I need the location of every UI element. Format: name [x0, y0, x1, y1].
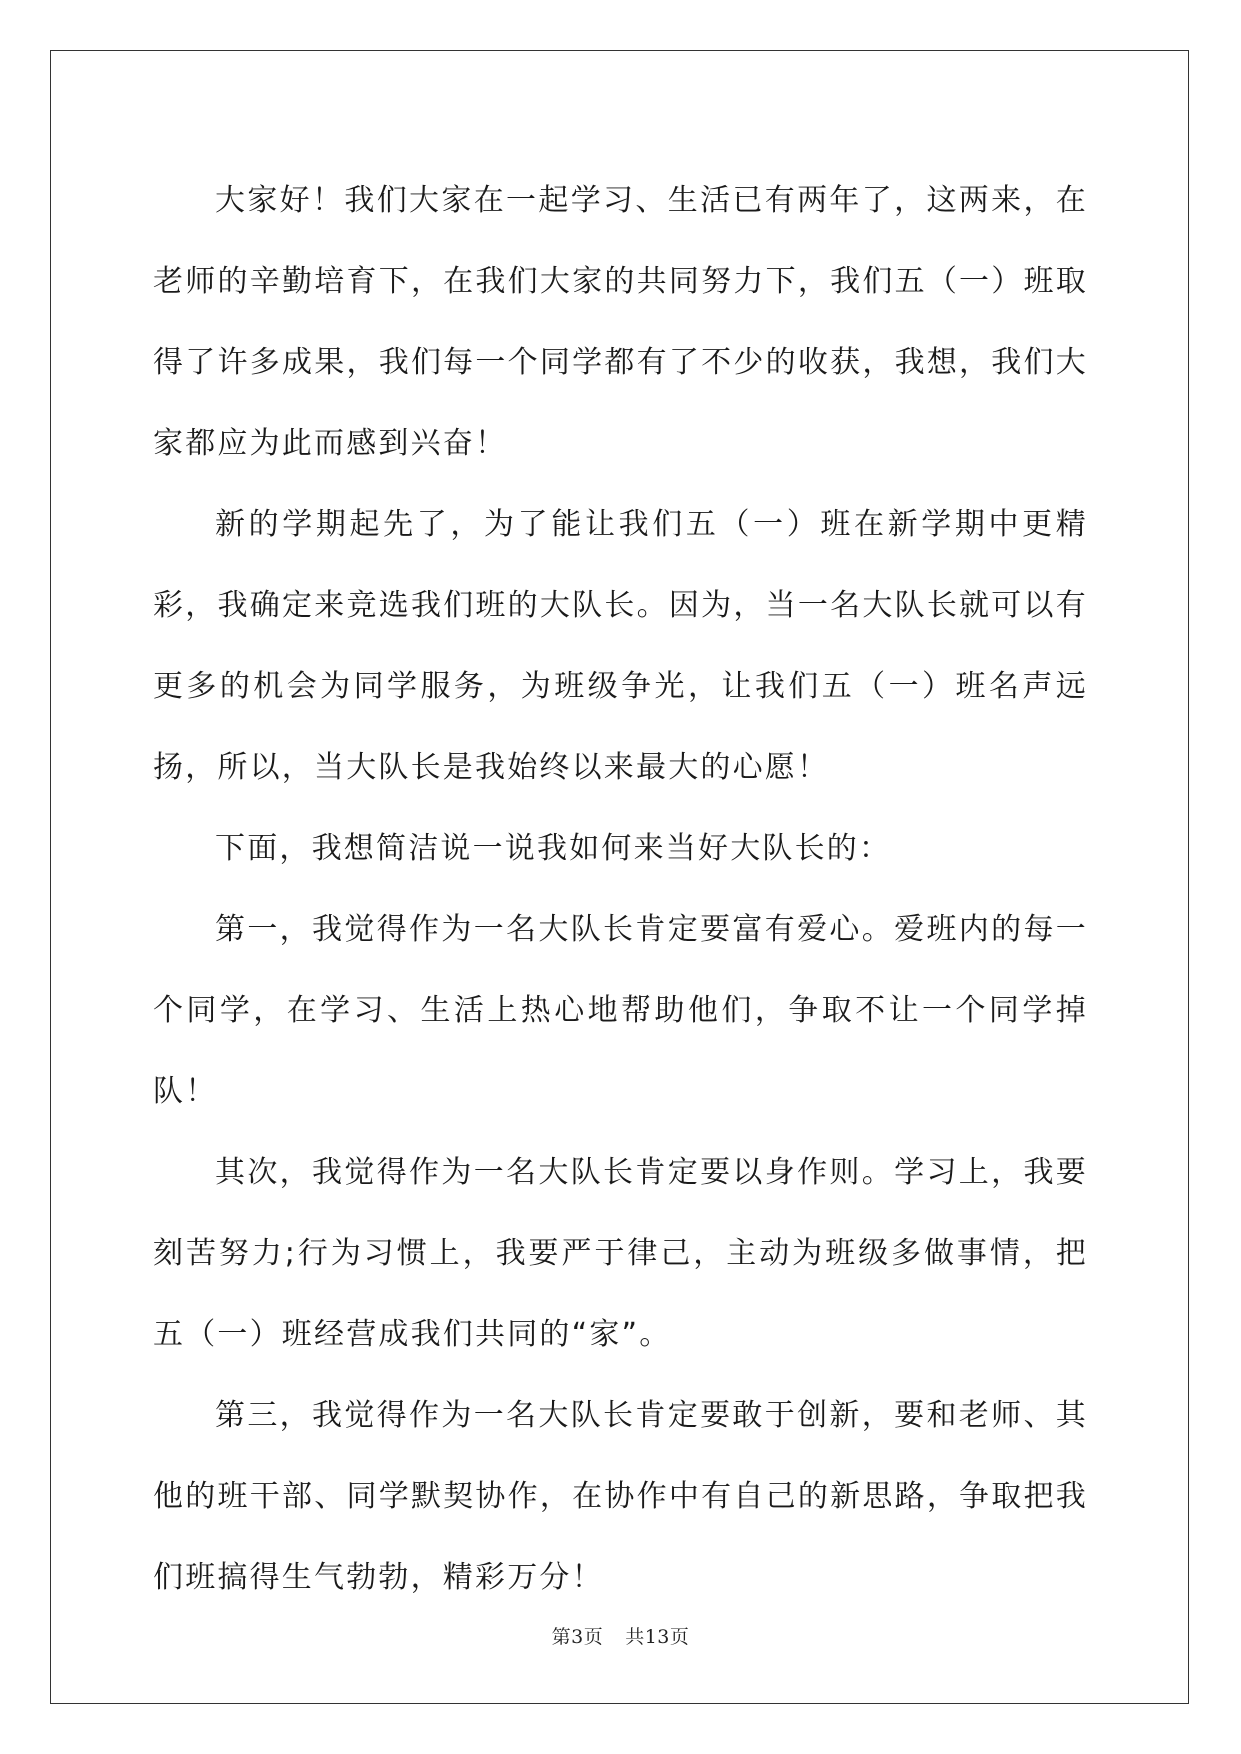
page-number: 第3页	[551, 1626, 604, 1648]
paragraph-greeting: 大家好！我们大家在一起学习、生活已有两年了，这两来，在老师的辛勤培育下，在我们大家的共同努力下，我们五（一）班取得了许多成果，我们每一个同学都有了不少的收获，我想，我们大家都应为此而感到兴奋！	[153, 183, 1088, 461]
document-body	[153, 160, 1088, 1618]
page-footer	[0, 1622, 1241, 1649]
paragraph-point-three: 第三，我觉得作为一名大队长肯定要敢于创新，要和老师、其他的班干部、同学默契协作，在协作中有自己的新思路，争取把我们班搞得生气勃勃，精彩万分！	[153, 1398, 1088, 1595]
paragraph-motivation: 新的学期起先了，为了能让我们五（一）班在新学期中更精彩，我确定来竞选我们班的大队长。因为，当一名大队长就可以有更多的机会为同学服务，为班级争光，让我们五（一）班名声远扬，所以，当大队长是我始终以来最大的心愿！	[153, 507, 1088, 785]
paragraph-point-two: 其次，我觉得作为一名大队长肯定要以身作则。学习上，我要刻苦努力;行为习惯上，我要严于律己，主动为班级多做事情，把五（一）班经营成我们共同的“家”。	[153, 1155, 1088, 1352]
page-total: 共13页	[625, 1626, 690, 1648]
paragraph-point-one: 第一，我觉得作为一名大队长肯定要富有爱心。爱班内的每一个同学，在学习、生活上热心地帮助他们，争取不让一个同学掉队！	[153, 912, 1088, 1109]
paragraph-intro-plan: 下面，我想简洁说一说我如何来当好大队长的：	[215, 831, 892, 866]
